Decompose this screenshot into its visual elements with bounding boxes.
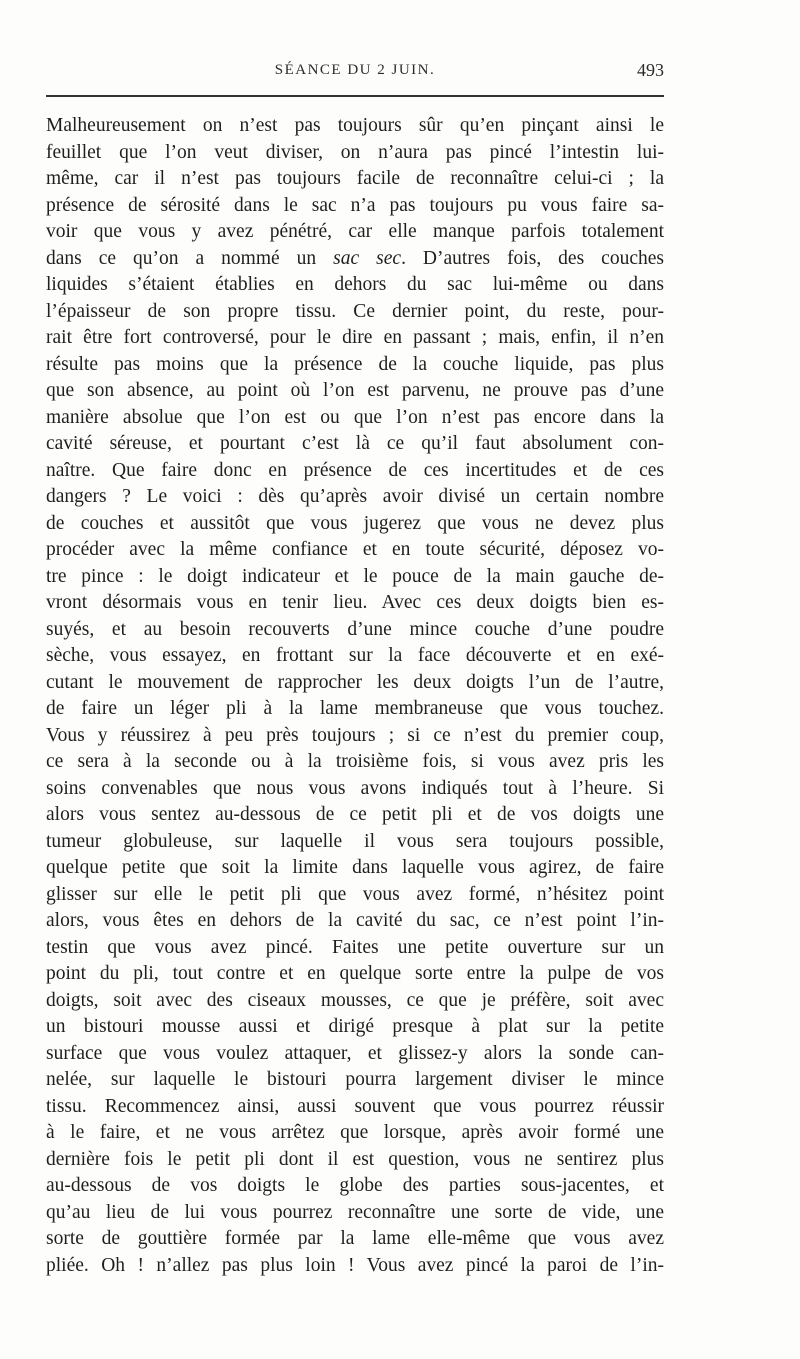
header-rule (46, 95, 664, 97)
italic-term: sac sec (333, 247, 402, 269)
text-line: voir que vous y avez pénétré, car elle manque parfois totalement (46, 221, 664, 242)
text-line: pliée. Oh ! n’allez pas plus loin ! Vous avez pincé la paroi de l’in- (46, 1254, 664, 1276)
text-line: manière absolue que l’on est ou que l’on n’est pas encore dans la (46, 406, 664, 428)
text-line: nelée, sur laquelle le bistouri pourra largement diviser le mince (46, 1069, 664, 1090)
text-line: qu’au lieu de lui vous pourrez reconnaître une sorte de vide, une (46, 1201, 664, 1223)
text-line: de couches et aussitôt que vous jugerez que vous ne devez plus (46, 512, 664, 534)
text-line: à le faire, et ne vous arrêtez que lorsque, après avoir formé une (46, 1122, 664, 1143)
text-line: liquides s’étaient établies en dehors du sac lui-même ou dans (46, 274, 664, 295)
text-line: feuillet que l’on veut diviser, on n’aura pas pincé l’intestin lui- (46, 141, 664, 163)
text-line: l’épaisseur de son propre tissu. Ce dernier point, du reste, pour- (46, 300, 664, 322)
text-line: alors vous sentez au-dessous de ce petit pli et de vos doigts une (46, 804, 664, 825)
text-line: doigts, soit avec des ciseaux mousses, ce que je préfère, soit avec (46, 989, 664, 1011)
page-number: 493 (637, 60, 664, 80)
text-line: surface que vous voulez attaquer, et glissez-y alors la sonde can- (46, 1042, 664, 1064)
text-line: naître. Que faire donc en présence de ces incertitudes et de ces (46, 459, 664, 481)
text-line: cavité séreuse, et pourtant c’est là ce qu’il faut absolument con- (46, 433, 664, 454)
text-line: sèche, vous essayez, en frottant sur la face découverte et en exé- (46, 645, 664, 666)
text-line: soins convenables que nous vous avons indiqués tout à l’heure. Si (46, 777, 664, 799)
text-line: que son absence, au point où l’on est parvenu, ne prouve pas d’une (46, 380, 664, 401)
text-line: tre pince : le doigt indicateur et le pouce de la main gauche de- (46, 565, 664, 587)
text-line: vront désormais vous en tenir lieu. Avec ces deux doigts bien es- (46, 592, 664, 613)
running-head (46, 58, 664, 88)
text-line: cutant le mouvement de rapprocher les deux doigts l’un de l’autre, (46, 671, 664, 693)
text-line: dernière fois le petit pli dont il est question, vous ne sentirez plus (46, 1148, 664, 1170)
text-line: Vous y réussirez à peu près toujours ; si ce n’est du premier coup, (46, 724, 664, 746)
text-line: suyés, et au besoin recouverts d’une mince couche d’une poudre (46, 618, 664, 640)
body-paragraph (46, 113, 664, 1279)
text-line: présence de sérosité dans le sac n’a pas toujours pu vous faire sa- (46, 194, 664, 216)
text-line: résulte pas moins que la présence de la couche liquide, pas plus (46, 353, 664, 375)
text-line: dans ce qu’on a nommé un sac sec. D’autres fois, des couches (46, 247, 664, 269)
text-line: alors, vous êtes en dehors de la cavité du sac, ce n’est point l’in- (46, 910, 664, 931)
text-line: un bistouri mousse aussi et dirigé presque à plat sur la petite (46, 1016, 664, 1037)
text-line: de faire un léger pli à la lame membraneuse que vous touchez. (46, 698, 664, 719)
text-line: même, car il n’est pas toujours facile de reconnaître celui-ci ; la (46, 168, 664, 189)
text-line: quelque petite que soit la limite dans laquelle vous agirez, de faire (46, 857, 664, 878)
text-line: procéder avec la même confiance et en toute sécurité, déposez vo- (46, 539, 664, 560)
text-line: sorte de gouttière formée par la lame elle-même que vous avez (46, 1228, 664, 1249)
text-line: Malheureusement on n’est pas toujours sûr qu’en pinçant ainsi le (46, 115, 664, 136)
text-line: tissu. Recommencez ainsi, aussi souvent que vous pourrez réussir (46, 1095, 664, 1117)
running-head-title: SÉANCE DU 2 JUIN. (274, 62, 436, 78)
text-line: point du pli, tout contre et en quelque sorte entre la pulpe de vos (46, 963, 664, 984)
text-line: testin que vous avez pincé. Faites une petite ouverture sur un (46, 936, 664, 958)
text-line: rait être fort controversé, pour le dire en passant ; mais, enfin, il n’en (46, 327, 664, 348)
text-line: au-dessous de vos doigts le globe des parties sous-jacentes, et (46, 1175, 664, 1196)
text-line: ce sera à la seconde ou à la troisième fois, si vous avez pris les (46, 751, 664, 772)
text-line: tumeur globuleuse, sur laquelle il vous sera toujours possible, (46, 830, 664, 852)
text-line: dangers ? Le voici : dès qu’après avoir divisé un certain nombre (46, 486, 664, 507)
text-line: glisser sur elle le petit pli que vous avez formé, n’hésitez point (46, 883, 664, 905)
